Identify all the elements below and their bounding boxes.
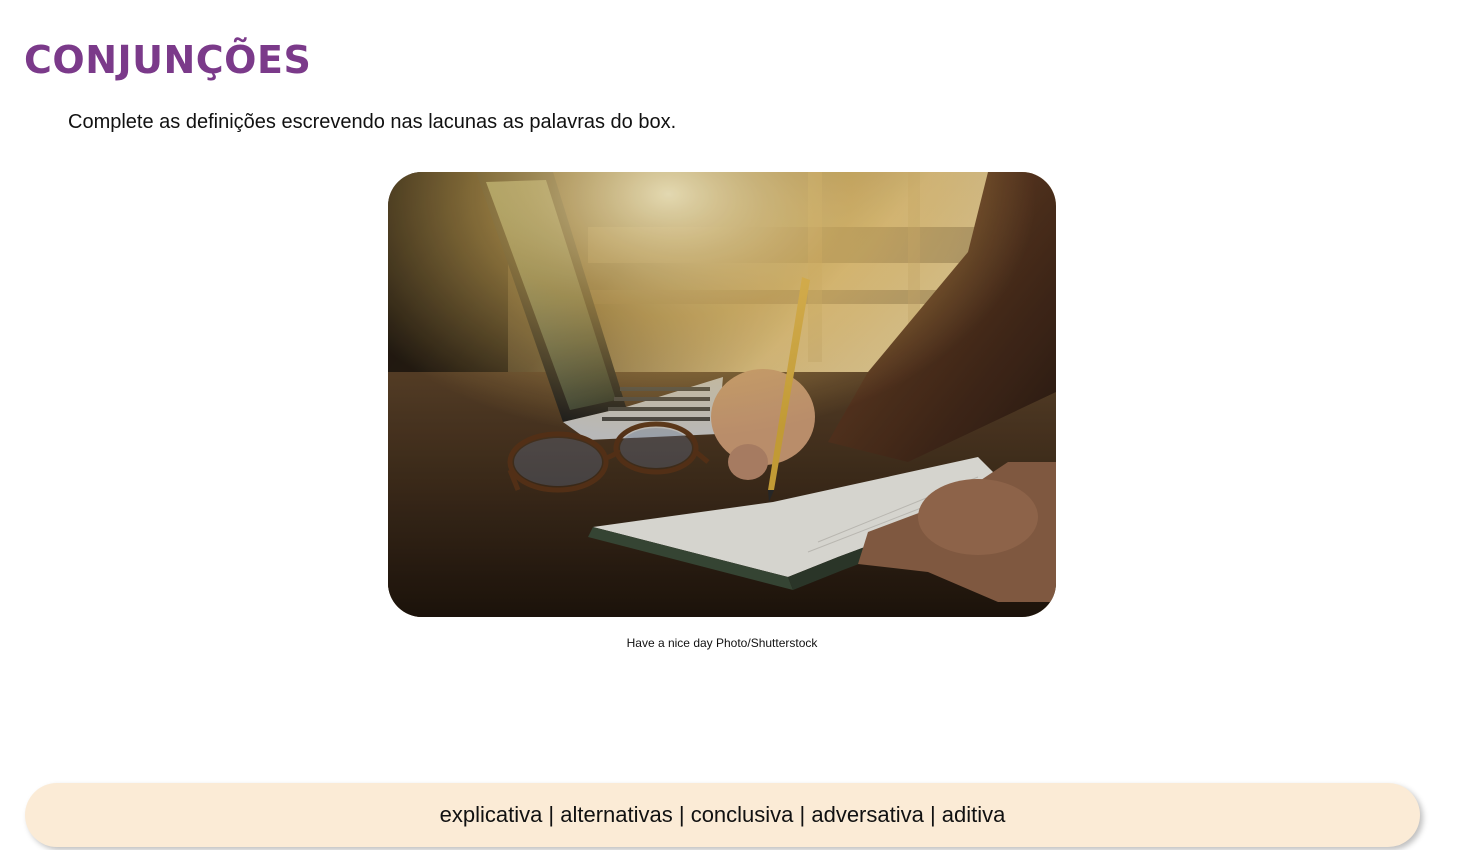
photo-credit: Have a nice day Photo/Shutterstock <box>626 636 818 650</box>
page-title: CONJUNÇÕES <box>24 38 312 82</box>
photo-illustration <box>388 172 1056 617</box>
word-box-text: explicativa | alternativas | conclusiva | adversativa | aditiva <box>439 802 1006 827</box>
instruction-text: Complete as definições escrevendo nas lacunas as palavras do box. <box>68 111 677 133</box>
word-box <box>25 783 1420 847</box>
photo-person-writing-notebook <box>388 172 1056 617</box>
